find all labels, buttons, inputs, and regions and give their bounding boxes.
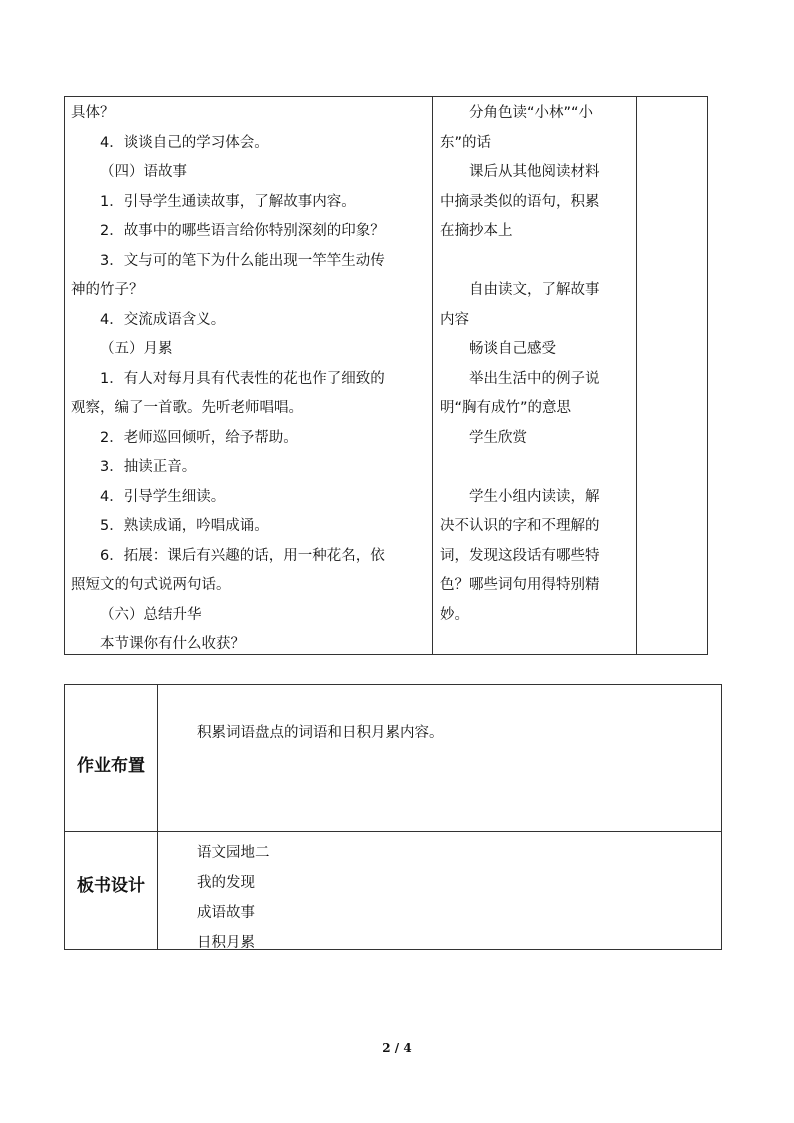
column-divider — [636, 97, 637, 654]
board-design-label: 板书设计 — [77, 876, 145, 896]
text-line: 内容 — [440, 311, 469, 328]
column-divider — [157, 685, 158, 949]
lesson-table — [64, 96, 708, 655]
board-line: 语文园地二 — [197, 845, 270, 861]
text-line: 妙。 — [440, 606, 469, 623]
homework-board-table — [64, 684, 722, 950]
text-line: 照短文的句式说两句话。 — [71, 577, 231, 593]
text-line: 1．有人对每月具有代表性的花也作了细致的 — [100, 370, 385, 387]
text-line: 中摘录类似的语句，积累 — [440, 193, 600, 210]
section-heading: （六）总结升华 — [100, 606, 202, 623]
blank-line — [440, 453, 626, 483]
text-line: 具体？ — [71, 105, 115, 121]
text-line: 观察，编了一首歌。先听老师唱唱。 — [71, 400, 303, 416]
homework-content: 积累词语盘点的词语和日积月累内容。 — [197, 725, 444, 741]
text-line: 分角色读“小林”“小 — [469, 105, 594, 121]
section-heading: （四）语故事 — [100, 164, 187, 180]
text-line: 3．抽读正音。 — [100, 459, 197, 475]
board-line: 成语故事 — [197, 905, 255, 921]
text-line: 4．引导学生细读。 — [100, 488, 226, 505]
text-line: 色？哪些词句用得特别精 — [440, 577, 600, 593]
text-line: 畅谈自己感受 — [469, 341, 556, 357]
text-line: 6．拓展：课后有兴趣的话，用一种花名，依 — [100, 547, 385, 564]
text-line: 举出生活中的例子说 — [469, 370, 600, 387]
board-line: 我的发现 — [197, 875, 255, 891]
text-line: 明“胸有成竹”的意思 — [440, 400, 572, 416]
text-line: 本节课你有什么收获？ — [100, 636, 245, 652]
text-line: 课后从其他阅读材料 — [469, 164, 600, 180]
text-line: 3．文与可的笔下为什么能出现一竿竿生动传 — [100, 252, 385, 269]
blank-line — [440, 247, 626, 277]
row-divider — [65, 831, 721, 832]
text-line: 4．谈谈自己的学习体会。 — [100, 134, 269, 151]
text-line: 4．交流成语含义。 — [100, 311, 226, 328]
text-line: 在摘抄本上 — [440, 223, 513, 239]
student-activity-column — [440, 99, 626, 630]
text-line: 决不认识的字和不理解的 — [440, 518, 600, 534]
board-line: 日积月累 — [197, 935, 255, 951]
text-line: 2．老师巡回倾听，给予帮助。 — [100, 429, 298, 446]
text-line: 学生欣赏 — [469, 429, 527, 446]
section-heading: （五）月累 — [100, 341, 173, 357]
text-line: 2．故事中的哪些语言给你特别深刻的印象？ — [100, 223, 385, 239]
text-line: 学生小组内读读，解 — [469, 488, 600, 505]
page-number: 2 / 4 — [382, 1041, 412, 1055]
text-line: 词，发现这段话有哪些特 — [440, 547, 600, 564]
text-line: 神的竹子？ — [71, 282, 144, 298]
text-line: 自由读文，了解故事 — [469, 282, 600, 298]
text-line: 东”的话 — [440, 134, 492, 151]
teacher-activity-column — [71, 99, 423, 660]
board-design-content — [197, 838, 270, 958]
homework-label: 作业布置 — [77, 756, 145, 776]
column-divider — [432, 97, 433, 654]
text-line: 1．引导学生通读故事，了解故事内容。 — [100, 193, 356, 210]
text-line: 5．熟读成诵，吟唱成诵。 — [100, 518, 269, 534]
